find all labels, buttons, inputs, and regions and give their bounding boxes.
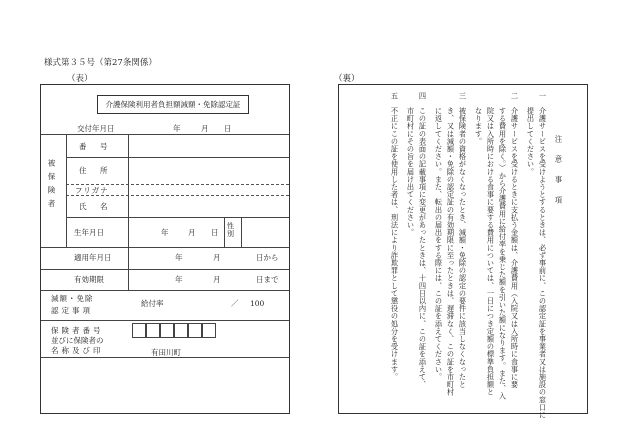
rule: [241, 217, 242, 247]
insurer-number-box: [160, 323, 174, 338]
insurer-number-box: [188, 323, 202, 338]
form-number: 様式第３５号（第27条関係）: [44, 58, 157, 68]
notes-column: 院又は入所時における食事に要する費用については、一日につき定額の標準負担額と: [486, 92, 496, 396]
reduction-label-2: 認定事項: [51, 306, 93, 315]
rule: [128, 134, 129, 290]
valid-until: 日まで: [256, 275, 279, 284]
notes-column: 三 被保険者の資格がなくなったとき、減額・免除の認定の要件に該当しなくなったと: [458, 92, 468, 389]
notes-column: き、又は減額・免除の認定証の有効期限に至ったときは、遅滞なく、この証を市町村: [446, 92, 456, 396]
apply-month: 月: [213, 253, 221, 262]
certificate-title: 介護保険利用者負担額減額・免除認定証: [97, 95, 249, 114]
rule: [41, 247, 289, 248]
birth-day: 日: [211, 228, 219, 237]
issue-date-year: 年: [173, 124, 181, 133]
rule: [224, 217, 225, 247]
notes-column: 市町村にその旨を届け出てください。: [406, 92, 416, 237]
rule: [41, 269, 289, 270]
insured-section-label: 被保険者: [47, 159, 56, 213]
insurer-label-3: 名称及び印: [51, 346, 104, 355]
insurer-number-box: [132, 323, 146, 338]
insurer-number-box: [174, 323, 188, 338]
rule: [66, 217, 289, 218]
back-notes: [338, 84, 588, 419]
notes-column: 五 不正にこの証を使用した者は、刑法により詐欺罪として懲役の処分を受けます。: [390, 92, 400, 381]
insurer-name: 有田川町: [151, 348, 181, 357]
rule: [66, 157, 289, 158]
issue-date-month: 月: [201, 124, 209, 133]
name-label: 氏 名: [79, 202, 111, 211]
rule-dashed: [66, 184, 289, 185]
reduction-label: 減額・免除: [51, 294, 94, 303]
rule: [41, 320, 289, 321]
birth-year: 年: [161, 228, 169, 237]
notes-column: する費用を除く。）から介護費用に給付率を乗じた額を引いた額になります。また、入: [498, 92, 508, 400]
valid-year: 年: [175, 275, 183, 284]
furigana-label: フリガナ: [75, 186, 109, 195]
rule: [41, 357, 289, 358]
number-label: 番 号: [79, 142, 111, 151]
front-form: [40, 84, 290, 414]
birth-date-label: 生年月日: [74, 228, 104, 237]
insurer-label-1: 保険者番号: [51, 326, 104, 335]
rule: [41, 134, 289, 135]
insurer-number-box: [202, 323, 216, 338]
rule: [41, 290, 289, 291]
apply-year: 年: [175, 253, 183, 262]
apply-date-label: 適用年月日: [74, 253, 112, 262]
issue-date-label: 交付年月日: [77, 124, 115, 133]
birth-month: 月: [188, 228, 196, 237]
address-label: 住 所: [79, 166, 111, 175]
insurer-number-box: [146, 323, 160, 338]
notes-column: 提出してください。: [526, 92, 536, 176]
rule-dashed: [66, 195, 289, 196]
notes-column: に返してください。また、転出の届出をする際には、この証を添えてください。: [434, 92, 444, 381]
notes-column: 一 介護サービスを受けようとするときは、必ず事前に、この認定証を事業者又は施設の窓口に: [538, 92, 548, 419]
sex-label: 性別: [227, 222, 235, 239]
issue-date-day: 日: [224, 124, 232, 133]
valid-until-label: 有効期限: [74, 275, 104, 284]
notes-column: 二 介護サービスを受けるときに支払う金額は、介護費用（入院又は入所時に食事に要: [510, 92, 520, 389]
benefit-rate-denominator: 100: [250, 299, 265, 308]
benefit-rate-label: 給付率: [141, 299, 164, 308]
front-label: （表）: [67, 74, 93, 84]
rule: [66, 134, 67, 247]
notes-column: なります。: [474, 92, 484, 146]
apply-from: 日から: [256, 253, 279, 262]
back-label: （裏）: [334, 74, 360, 84]
insurer-label-2: 並びに保険者の: [51, 336, 104, 345]
benefit-rate-separator: ／: [231, 299, 239, 308]
notes-heading: 注 意 事 項: [554, 135, 564, 207]
valid-month: 月: [213, 275, 221, 284]
notes-column: 四 この証の表面の記載事項に変更があったときは、十四日以内に、この証を添えて、: [418, 92, 428, 389]
